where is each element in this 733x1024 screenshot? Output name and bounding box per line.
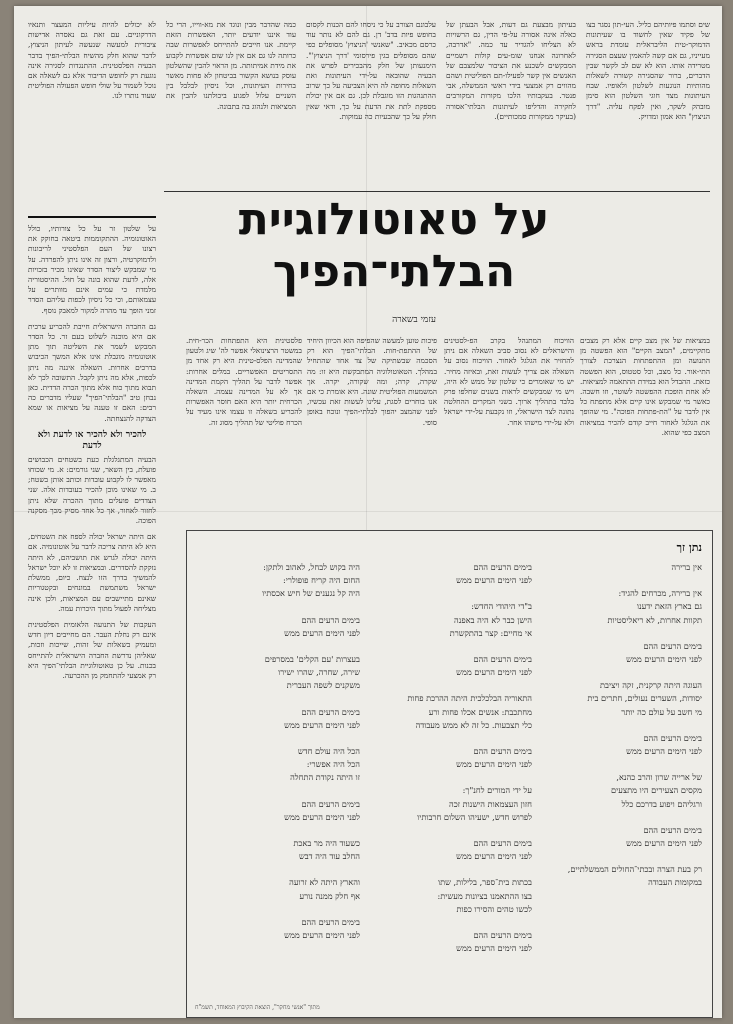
body-column-1: במציאות של אין מצב קיים אלא רק מצבים מתקיימים, "המצב הקיים" הוא הפשטה מן התנועה ומן ההתפתחות הנצרכת לצורך התי-אור. כל מצב, וכל סטטוס, הוא הפשטה כזאת. ההבדל הוא במידת ההתאמה למציאות. לא אחת הופכת ההפשטה לשוטר, וזו חשבה. כאשר מי שמבקש אינו קיים אלא מתפתח כל אין לדבר על "הת-פתחות הפוכה". מי שהופך את הגלגל לאחור חייב קודם להכיר במציאות המצב כפי שהוא.: [580, 336, 710, 437]
headline-line-2: הבלתי־הפיך: [272, 246, 516, 297]
poem-stanza: [367, 692, 532, 732]
poem-column-2: [367, 561, 532, 968]
body-column-4: פלסטינית היא התפתחות הכר-חית. במשטר הרצינואלי אפשר לה' שיג ולטעון שהמדינה הפלס-טינית היא רק אחד מן התסריטים האפשריים. במלים אחרות: אפשר לדבר על תהליך הקמת המדינה אך לא על המדינה עצמה. השאלה הכרחית יותר היא האם חוסר האפשרות להכריע בשאלה זו עצמו אינו מעיד על הכרח פוליטי של תהליך מסוג זה.: [186, 336, 302, 427]
poem-stanza: [195, 745, 360, 785]
poem-credit: מתוך "אנשי מחקר", הוצאת הקיבוץ המאוחד, תשמ"ח: [195, 1004, 320, 1011]
poem-stanza: [367, 837, 532, 863]
poem-line: מקסים הצעירים היו מתצעים: [611, 785, 702, 796]
poem-line: כשעוד היה מר באכת: [293, 838, 360, 849]
poem-line: היה בקוש לבחל, לאהוב ולתקן:: [263, 562, 360, 572]
poem-line: בימים הרעים ההם: [301, 798, 360, 809]
poem-stanza: [542, 640, 702, 666]
newspaper-page: [14, 6, 722, 1018]
poem-line: הכל היה אפשרי:: [306, 759, 360, 770]
poem-line: לפני הימים הרעים ממש: [626, 746, 702, 757]
poem-line: של ארייה שרון והרב כהנא,: [616, 772, 702, 783]
left-column-rule: [28, 216, 156, 218]
poem-line: בימים הרעים ההם: [643, 732, 702, 743]
poem-line: במקומות העבודה: [648, 877, 702, 888]
poem-line: והארץ היתה לא זרועה: [289, 877, 360, 888]
poem-line: בימים הרעים ההם: [473, 930, 532, 941]
poem-line: החום היה קריח פופולרי:: [282, 575, 360, 586]
poem-line: לכשו טהים והסירו כפות: [456, 903, 532, 914]
poem-line: לפני הימים הרעים ממש: [456, 851, 532, 862]
poem-line: לפני הימים הרעים ממש: [284, 811, 360, 822]
article-headline: [184, 194, 604, 298]
poem-stanza: [367, 784, 532, 824]
top-column-2: בעיתון מבצעת גם דעות, אבל הבעתן של כאלה אינה אסורה על-פי הדין, גם הרשויות לא הצליחו להגדיר עד כמה. "אדרבה, לאחרונה אנחנו שומ-עים קולות רשמיים המבקשים לשכנע את הציבור שלמצבם של האנשים אין קשר לפעילו-תם הפוליטית ושהם מהווים רק אמצעי בידי ראשי הממשלה, אבי פנטר. בעקבותיו הלכו מקורות המקורבים לחקירה והדליפו לעיתונות הבלתי־אסורה (בעיקר ממקורות סמכותיים).: [446, 20, 576, 121]
poem-line: ב"די היהודי החדש:: [471, 601, 532, 612]
poem-line: יסודות, השערים נעולים, חתרים בית: [587, 693, 702, 704]
poem-line: בימים הרעים ההם: [301, 614, 360, 625]
poem-line: כלי תצבעות. כל זה לא ממש מעבודה: [415, 719, 532, 730]
poem-stanza: [367, 561, 532, 587]
top-column-3: עלבונם הצורב על כי ניסחו להם הכנות לקסום בחופש פיות בדב' דן. גם להם לא נותר עוד כרסם מכאיב. "שאנשי 'הניצוץ' מסופלים כפי שהם מסופלים בגין פירסומי 'דרך הניצוץ'". הימנעותן של חלק מהבכירים לפרש את הבעיה שהובאה על-ידי העיתונות ואת השאלות מחופה לה היא הצביעה על כך שרוב ההתנהגות הזו מוגבלת לכן. גם אם אין יכולת מספקת לתת את הדעת על כך, ודאי שאין חולק על כך שהבעיות כה עמוקות.: [306, 20, 436, 121]
poem-box: [186, 530, 713, 1018]
poem-line: בעצרות 'עם הקלים' במסרפים: [264, 654, 360, 665]
poem-line: משקנים לשפה העברית: [286, 680, 360, 691]
poem-line: הישן כבר לא היה באפנה: [454, 614, 532, 625]
poem-line: לפני הימים הרעים ממש: [284, 719, 360, 730]
top-column-4: כמה שהדבר מבין ונוגד את מא-ווייו, הרי כל עוד איננו יודעים יותר, האפשרות הזאת קיימת. אנו חייבים להתייחס לאפשרות שבה כרותה לנו גם אם אין לנו שום אפשרות לקבוע את מידת אמיתותה. מן הראוי להבין שהשלטון עוסק בנושא הקשור בביטחון לא פחות מאשר בחירות העיתונות, וכל ניסיון לבלבל בין השניים עלול לפגוע ביכולתנו להבין את המציאות ולנהוג בה בתבונה.: [166, 20, 296, 111]
poem-line: בימים הרעים ההם: [301, 706, 360, 717]
poem-stanza: [195, 706, 360, 732]
poem-line: בימים הרעים ההם: [473, 654, 532, 665]
poem-line: לפרוש חדש, ישעיהו השלום חרבותיו: [417, 811, 532, 822]
poem-line: החלב עוד היה דבש: [298, 851, 360, 862]
top-column-1: שים וסתמו פיותיהם כליל. העי-תון נסגר בצו של פקיד שאין לחשוד בו שעיתונות הדמוקר-טית הליבראלית עומדת בראש מעייניו, גם אם קשה להאמין שעצם הסגירה מטרידה אותו. הוא לא שם לב לקשר שבין הדברים, ברור שהסגירה קשורה לשאלות מהותיות הנוגעות לשלטון ולאופיו. שבח העיתונות מצד חוגי השלטון הוא סימן מובהק לשקר, ואין לפקח עליה. "דרך הניצוץ" הוא אמון ומדויק.: [586, 20, 710, 121]
poem-stanza: [542, 824, 702, 850]
poem-line: ורגליהם ויפוע בדרכם כלל: [621, 798, 702, 809]
poem-line: תקוות אחרות, לא ריאליסטיות: [607, 614, 702, 625]
poem-column-1: [542, 561, 702, 903]
top-column-5: לא יכולים להיות עיליות המעצר ותנאיו הדרקוניים. עם זאת גם נאסרה אדישות ציבורית למעשה שנעשה לעיתון הניצוץ, לדבר שהוא חלק מהשיח הבלתי-הפיך בדבר הבעיה הפלסטינית. ההתנגדות לסגירה אינה נוגעת רק לחופש הדיבור אלא גם לשאלה אם נוכל לשמור על שולי חופש הפעולה הפוליטית שעוד נותרו לנו.: [28, 20, 156, 101]
poem-stanza: [367, 653, 532, 679]
headline-line-1: על טאוטולוגיית: [238, 194, 550, 245]
poem-line: היה קל נגענים של חיש אכסתיו: [262, 588, 360, 599]
poem-line: בימים הרעים ההם: [473, 562, 532, 572]
poem-stanza: [195, 653, 360, 693]
poem-line: בכתות בית־ספר, בלילות, שתו: [438, 877, 532, 888]
poem-line: מחתכבת: אנשים אכלו פחות ורע: [428, 706, 532, 717]
poem-line: לפני הימים הרעים ממש: [626, 838, 702, 849]
poem-line: הכל היה עולם חדש: [297, 746, 360, 757]
left-article-column: על שלטון זר על כל צורותיו, כולל האוטונומיה. ההתקוממות ביטאה בחוקק את רצונו של העם הפלסטיני לריבונות ולדמוקרטיה, ורצון זה אינו ניתן להפרדה. על מי שמבקש ליצור הסדר שאינו מכיר בזכויות אלה, לדעת שהוא בונה על חול. ההיסטוריה מלמדת כי עמים אינם מוותרים על עצמאותם, וכי כל ניסיון לכפות עליהם הסדר זמני הופך עד מהרה למקור למאבק נוסף. גם החברה הישראלית חייבת להכריע ערכית אם היא מוכנה לשלוט בעם זר. כל הסדר המבקש לשמר את השליטה תוך מתן אוטונומיה מוגבלת אינו אלא המשך הכיבוש בדרכים אחרות. השאלה איננה מה ניתן לכפות, אלא מה ניתן לקבל. התשובה לכך לא תבוא מתוך כוח אלא מתוך הכרה הדדית. כאן נבחן טיב "הבלתי־הפיך" שעליו מדברים כה רבים: האם זו טענה על מציאות או שמא הצדקה להנצחתה. להכיר ולא להכיר או לדעת ולא לדעת הבעיה המתגלגלת כעת בשטחים הכבושים פועלת, בין השאר, שני גורמים: א. מי שכוחו מאפשר לו לקבוע עובדות וכותב אותן בשטח; ב. מי שאינו מוכן להכיר בעובדות אלה. שני הצדדים פועלים מתוך ההכרה שלא ניתן לחזור לאחור, אך כל אחד מסיק מכך מסקנה הפוכה. אם היתה ישראל יכולה לספח את השטחים, היא לא היתה צריכה לדבר על אוטונומיה. אם היתה יכולה לגרש את תושביהם, לא היתה נזקקת להסדרים. ובמציאות זו לא יוכל ישראל להמשיך בדרך הזו לנצח. כיום, ממשלת ישראל משתמשת במונחים ובקטגוריות שאינם מתיישבים עם המציאות, ולכן אינה מצליחה לפעול מתוך היכרות עמה. העקבות של התנועה הלאומית הפלסטינית אינם רק נחלת העבר. הם מחייבים דיון חדש ומעמיק בשאלות של זהות, שייכות וזכות, שאליהן נדרשת החברה הישראלית להתייחס בכנות. על כן טאוטולוגיית הבלתי־הפיך היא רק אמצעי להתחמק מן ההכרעה.: [28, 224, 156, 680]
body-column-3: פיכות טוען למעשה שהפיפה הוא הכיוון היחיד של ההתפת-חות. הבלתי־הפיך הוא רק הסכמה שבשתיקה של צד אחד שהתחיל במהלך. הטאוטולוגיה המתבקשת היא זו: מה שקרה, קרה; ומה שקורה, יקרה. אך המשמעות הפוליטית שונה. היא אומרת כי אם אנו בוחרים לסגת, עלינו לעשות זאת עכשיו, לפני שהמצב יהפוך לבלתי-הפיך ונוכח באופן סופי.: [307, 336, 437, 427]
poem-line: אף חלק ממנה נורע: [299, 890, 360, 901]
poem-stanza: [542, 732, 702, 758]
poem-line: בימים הרעים ההם: [473, 838, 532, 849]
poem-line: העוגה היתה קרקנית, זקה ויציבת: [600, 680, 702, 691]
poem-line: אין ברירה, מכרחים להגיד:: [618, 588, 702, 599]
poem-stanza: [195, 798, 360, 824]
poem-line: בצו ההתאמנו בציונות מעשית:: [437, 890, 532, 901]
poem-line: רק בעת הצרה ובכתי־החולים הממשלתיים,: [567, 864, 702, 875]
poem-stanza: [195, 876, 360, 902]
poem-line: התאוריה הבלכלכית היתה ההרכת פחות: [407, 693, 532, 704]
poem-line: לפני הימים הרעים ממש: [456, 943, 532, 954]
poem-stanza: [195, 614, 360, 640]
poem-line: לפני הימים הרעים ממש: [626, 654, 702, 665]
author-byline: עזמי בשארה: [392, 315, 436, 325]
body-column-2: הוויכוח המתנהל בקרב הפ-לסטינים והישראלים לא נסוב סביב השאלה אם ניתן להחזיר את הגלגל לאחור. הוויכוח נסוב על השאלה אם צריך לעשות זאת, ובאיזה מחיר. יש מי שאומרים כי שלטון של ממש לא היה, ויש מי שמבקשים לראות בשנים שחלפו פרק בלבד בתהליך ארוך. בשני המקרים ההחלטה נתונה לצד הישראלי, וזו נקבעת על-ידי ישראל ולא על-ידי מישהו אחר.: [444, 336, 574, 427]
poem-line: לפני הימים הרעים ממש: [284, 930, 360, 941]
poem-column-3: [195, 561, 360, 955]
poem-stanza: [542, 679, 702, 719]
poem-stanza: [195, 561, 360, 601]
poem-line: זו היתה נקודת התחלה: [290, 772, 360, 783]
poem-line: בימים הרעים ההם: [301, 916, 360, 927]
poem-line: על ידי המורים לחנ"ך:: [462, 785, 532, 796]
poem-line: בימים הרעים ההם: [643, 824, 702, 835]
poem-stanza: [542, 587, 702, 627]
poem-line: שירה, שחרה, שהרו ישירו: [278, 667, 360, 678]
poem-line: לפני הימים הרעים ממש: [456, 759, 532, 770]
poem-stanza: [367, 929, 532, 955]
poem-stanza: [367, 876, 532, 916]
poem-line: בימים הרעים ההם: [473, 746, 532, 757]
poem-line: אין ברירה: [671, 562, 702, 572]
poem-stanza: [367, 600, 532, 640]
poem-stanza: [367, 745, 532, 771]
poem-line: מי חשב על עולם כה יותר: [621, 706, 702, 717]
poem-stanza: [195, 837, 360, 863]
poem-line: בימים הרעים ההם: [643, 640, 702, 651]
poem-line: אי מחיים: קצר בהתקשרת: [449, 627, 532, 638]
poem-line: לפני הימים הרעים ממש: [456, 575, 532, 586]
poem-stanza: [542, 771, 702, 811]
poem-stanza: [195, 916, 360, 942]
poem-stanza: [542, 561, 702, 574]
poem-stanza: [542, 863, 702, 889]
poem-line: חזון העצמאות הישנות זכה: [448, 798, 532, 809]
poem-line: גם בארץ הזאת ידענו: [636, 601, 702, 612]
poem-line: לפני הימים הרעים ממש: [284, 627, 360, 638]
poem-title: נתן זך: [676, 541, 702, 554]
left-column-subheading: להכיר ולא להכיר או לדעת ולא לדעת: [37, 429, 147, 451]
headline-rule: [164, 191, 710, 192]
poem-line: לפני הימים הרעים ממש: [456, 667, 532, 678]
